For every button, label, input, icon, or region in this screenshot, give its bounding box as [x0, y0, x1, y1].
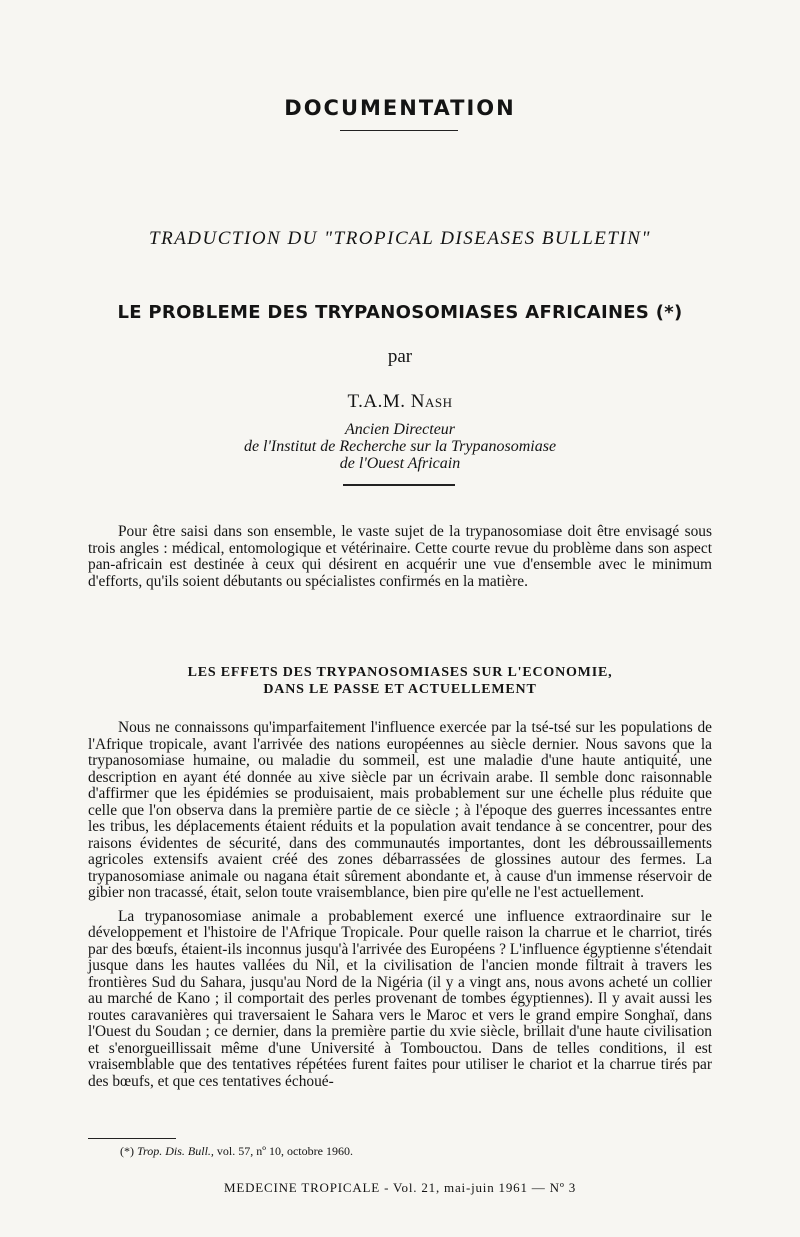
author-name: [0, 391, 800, 413]
section-label: DOCUMENTATION: [284, 96, 516, 120]
translation-subtitle: TRADUCTION DU "TROPICAL DISEASES BULLETIN": [149, 228, 651, 249]
footnote-details: vol. 57, nº 10, octobre 1960.: [216, 1144, 353, 1158]
author-rule: [343, 484, 455, 486]
section-heading-line: DANS LE PASSE ET ACTUELLEMENT: [263, 682, 537, 697]
abstract-paragraph: Pour être saisi dans son ensemble, le vaste sujet de la trypanosomiase doit être envisagé sous trois angles : médical, entomologique et vétérinaire. Cette courte revue du problème dans son aspect pan-africain est destinée à ceux qui désirent en acquérir une vue d'ensemble avec le minimum d'efforts, qu'ils soient débutants ou spécialistes confirmés en la matière.: [88, 523, 712, 590]
section-heading: [0, 664, 800, 698]
footnote-marker: (*): [120, 1144, 134, 1158]
author-surname: Nash: [410, 391, 453, 412]
article-title: LE PROBLEME DES TRYPANOSOMIASES AFRICAINES (*): [117, 302, 683, 323]
affiliation-line: de l'Institut de Recherche sur la Trypanosomiase: [243, 438, 557, 455]
article-body: [88, 720, 712, 1097]
abstract: [88, 524, 712, 590]
footnote-rule: [88, 1138, 176, 1139]
byline-par: par: [387, 346, 413, 367]
header-rule: [340, 130, 458, 131]
body-paragraph: La trypanosomiase animale a probablement exercé une influence extraordinaire sur le développement et l'histoire de l'Afrique Tropicale. Pour quelle raison la charrue et le charriot, tirés par des bœufs, étaient-ils inconnus jusqu'à l'arrivée des Européens ? L'influence égyptienne s'étendait jusque dans les hautes vallées du Nil, et la civilisation de l'ancien monde filtrait à travers les frontières Sud du Sahara, jusqu'au Nord de la Nigéria (il y a vingt ans, nous avons acheté un collier au marché de Kano ; il comportait des perles provenant de tombes égyptiennes). Il y avait aussi les routes caravanières qui traversaient le Sahara vers le Maroc et vers le grand empire Songhaï, dans l'Ouest du Soudan ; ce dernier, dans la première partie du xvie siècle, brillait d'une haute civilisation et s'enorgueillissait même d'une Université à Tombouctou. Dans de telles conditions, il est vraisemblable que des tentatives répétées furent faites pour utiliser le chariot et la charrue tirés par des bœufs, et que ces tentatives échoué-: [88, 907, 712, 1090]
affiliation-line: Ancien Directeur: [344, 421, 456, 438]
author-affiliation: [0, 421, 800, 472]
affiliation-line: de l'Ouest Africain: [339, 455, 461, 472]
body-paragraph: Nous ne connaissons qu'imparfaitement l'influence exercée par la tsé-tsé sur les populations de l'Afrique tropicale, avant l'arrivée des nations européennes au siècle dernier. Nous savons que la trypanosomiase humaine, ou maladie du sommeil, est une maladie d'une haute antiquité, une description en ayant été donnée au xive siècle par un écrivain arabe. Il semble donc raisonnable d'affirmer que les épidémies se produisaient, mais probablement sur une échelle plus réduite que celle que l'on observa dans la première partie de ce siècle ; à l'époque des guerres incessantes entre les tribus, les déplacements étaient réduits et la population avait tendance à se concentrer, pour des raisons évidentes de sécurité, dans des communautés importantes, dont les débroussaillements agricoles extensifs avaient créé des zones débarrassées de glossines autour des fermes. La trypanosomiase animale ou nagana était sûrement abondante et, à cause d'un immense réservoir de gibier non tracassé, était, selon toute vraisemblance, bien pire qu'elle ne l'est actuellement.: [88, 719, 712, 901]
footnote-journal: Trop. Dis. Bull.,: [137, 1144, 214, 1158]
footnote: [120, 1144, 353, 1159]
author-initials: T.A.M.: [347, 391, 406, 412]
section-heading-line: LES EFFETS DES TRYPANOSOMIASES SUR L'ECONOMIE,: [187, 665, 613, 680]
running-footer: MEDECINE TROPICALE - Vol. 21, mai-juin 1961 — Nº 3: [223, 1180, 577, 1195]
